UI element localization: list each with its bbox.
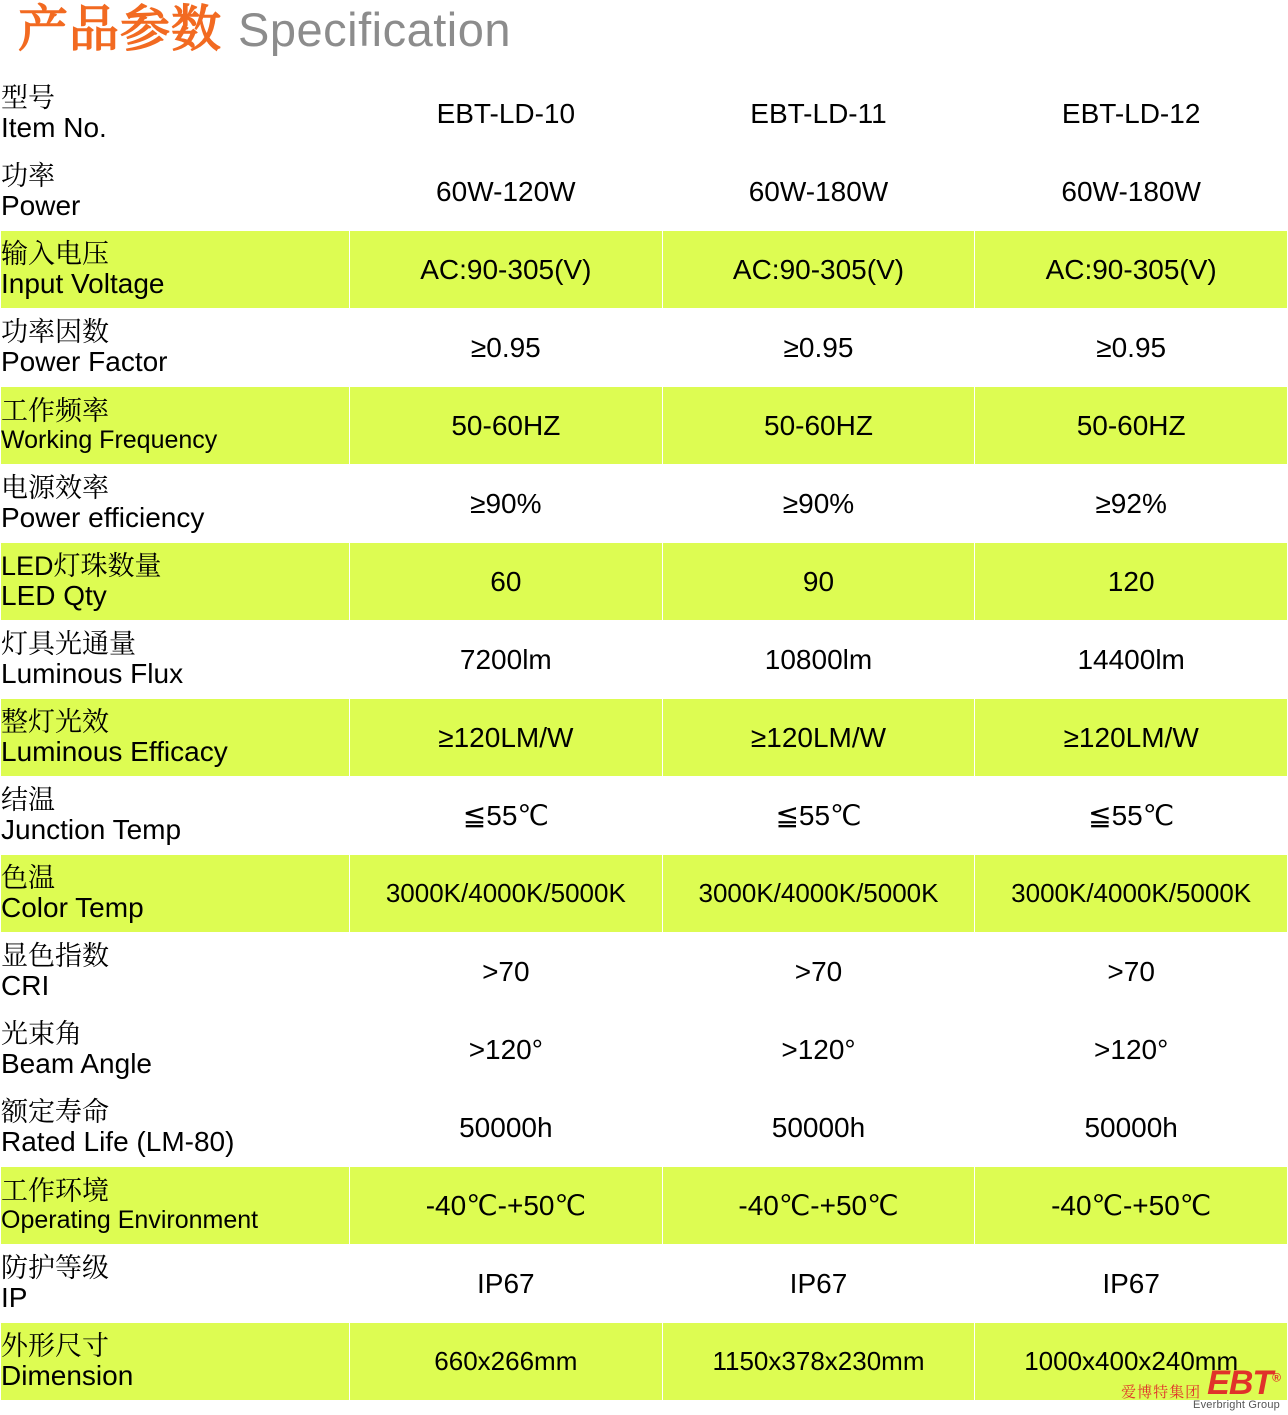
- page-header: [0, 0, 1288, 74]
- row-value: IP67: [350, 1245, 663, 1323]
- table-row: [1, 543, 1288, 621]
- row-label-cn: 输入电压: [1, 238, 109, 269]
- row-label-en: IP: [1, 1281, 28, 1313]
- table-row: [1, 621, 1288, 699]
- row-label: [1, 387, 350, 465]
- row-label-cn: 功率因数: [1, 316, 109, 347]
- row-label-cn: 电源效率: [1, 472, 109, 503]
- table-row: [1, 1011, 1288, 1089]
- row-label-en: Luminous Flux: [1, 657, 184, 689]
- row-label: [1, 1167, 350, 1245]
- row-label-en: Item No.: [1, 111, 107, 143]
- row-label-cn: 功率: [1, 160, 55, 191]
- row-value: AC:90-305(V): [662, 231, 975, 309]
- row-value: 50-60HZ: [975, 387, 1288, 465]
- table-row: [1, 699, 1288, 777]
- table-row: [1, 465, 1288, 543]
- row-label-en: Input Voltage: [1, 267, 165, 299]
- row-label-en: Power: [1, 189, 81, 221]
- row-value: 50000h: [350, 1089, 663, 1167]
- row-value: 660x266mm: [350, 1323, 663, 1401]
- row-label: [1, 777, 350, 855]
- row-value: -40℃-+50℃: [975, 1167, 1288, 1245]
- row-value: 50-60HZ: [350, 387, 663, 465]
- row-label: [1, 75, 350, 153]
- row-value: 3000K/4000K/5000K: [350, 855, 663, 933]
- row-label: [1, 465, 350, 543]
- row-value: AC:90-305(V): [350, 231, 663, 309]
- table-row: [1, 777, 1288, 855]
- row-value: 1000x400x240mm: [975, 1323, 1288, 1401]
- row-value: -40℃-+50℃: [662, 1167, 975, 1245]
- row-label-cn: 防护等级: [1, 1252, 109, 1283]
- row-value: ≥92%: [975, 465, 1288, 543]
- row-value: >120°: [975, 1011, 1288, 1089]
- row-value: ≥0.95: [975, 309, 1288, 387]
- row-value: EBT-LD-10: [350, 75, 663, 153]
- table-row: [1, 309, 1288, 387]
- row-value: 60: [350, 543, 663, 621]
- row-value: EBT-LD-12: [975, 75, 1288, 153]
- row-value: 7200lm: [350, 621, 663, 699]
- table-row: [1, 231, 1288, 309]
- table-row: [1, 153, 1288, 231]
- row-label-cn: 灯具光通量: [1, 628, 136, 659]
- row-value: 50000h: [662, 1089, 975, 1167]
- row-value: IP67: [975, 1245, 1288, 1323]
- table-row: [1, 1245, 1288, 1323]
- row-value: 50000h: [975, 1089, 1288, 1167]
- row-label-cn: 显色指数: [1, 940, 109, 971]
- row-value: >70: [662, 933, 975, 1011]
- row-value: 50-60HZ: [662, 387, 975, 465]
- row-label: [1, 231, 350, 309]
- page-title-cn: 产品参数: [18, 1, 222, 57]
- row-label-cn: 工作频率: [1, 396, 109, 427]
- row-value: 120: [975, 543, 1288, 621]
- row-label-en: Power efficiency: [1, 501, 205, 533]
- row-value: 60W-120W: [350, 153, 663, 231]
- row-label-en: LED Qty: [1, 579, 107, 611]
- row-label: [1, 933, 350, 1011]
- table-row: [1, 1167, 1288, 1245]
- row-label: [1, 1245, 350, 1323]
- row-value: 14400lm: [975, 621, 1288, 699]
- row-label: [1, 1323, 350, 1401]
- row-value: ≥90%: [662, 465, 975, 543]
- table-row: [1, 1323, 1288, 1401]
- row-value: EBT-LD-11: [662, 75, 975, 153]
- row-label: [1, 621, 350, 699]
- row-label-en: Rated Life (LM-80): [1, 1125, 235, 1157]
- table-row: [1, 387, 1288, 465]
- row-label-en: Color Temp: [1, 891, 144, 923]
- row-label-en: Power Factor: [1, 345, 168, 377]
- page-title-en: Specification: [238, 3, 511, 56]
- row-value: ≥0.95: [662, 309, 975, 387]
- row-label: [1, 1089, 350, 1167]
- row-value: -40℃-+50℃: [350, 1167, 663, 1245]
- row-label: [1, 699, 350, 777]
- row-value: ≦55℃: [350, 777, 663, 855]
- row-label-cn: 外形尺寸: [1, 1330, 109, 1361]
- table-row: [1, 933, 1288, 1011]
- table-row: [1, 855, 1288, 933]
- row-value: ≦55℃: [662, 777, 975, 855]
- row-value: ≥0.95: [350, 309, 663, 387]
- specification-table: [0, 74, 1288, 1401]
- row-label-en: CRI: [1, 969, 50, 1001]
- row-label-en: Working Frequency: [1, 425, 218, 454]
- row-value: ≥90%: [350, 465, 663, 543]
- row-value: 60W-180W: [975, 153, 1288, 231]
- row-label-en: Luminous Efficacy: [1, 735, 228, 767]
- row-value: 10800lm: [662, 621, 975, 699]
- logo-subtitle: Everbright Group: [1193, 1399, 1280, 1411]
- row-label: [1, 855, 350, 933]
- row-value: IP67: [662, 1245, 975, 1323]
- row-label-en: Junction Temp: [1, 813, 182, 845]
- row-value: AC:90-305(V): [975, 231, 1288, 309]
- logo-brand-text: EBT®: [1207, 1364, 1280, 1402]
- row-label-en: Dimension: [1, 1359, 134, 1391]
- row-label-cn: 额定寿命: [1, 1096, 109, 1127]
- row-value: 1150x378x230mm: [662, 1323, 975, 1401]
- row-label: [1, 543, 350, 621]
- row-label-cn: 光束角: [1, 1018, 82, 1049]
- logo-cn-text: 爱博特集团: [1121, 1384, 1202, 1401]
- row-value: ≥120LM/W: [662, 699, 975, 777]
- row-value: >120°: [662, 1011, 975, 1089]
- row-label-cn: 结温: [1, 784, 55, 815]
- table-row: [1, 1089, 1288, 1167]
- row-label: [1, 309, 350, 387]
- row-value: ≥120LM/W: [975, 699, 1288, 777]
- row-value: 3000K/4000K/5000K: [662, 855, 975, 933]
- row-label-cn: 型号: [1, 82, 55, 113]
- row-value: >120°: [350, 1011, 663, 1089]
- row-label-en: Operating Environment: [1, 1205, 259, 1234]
- row-label: [1, 153, 350, 231]
- row-value: ≥120LM/W: [350, 699, 663, 777]
- row-value: ≦55℃: [975, 777, 1288, 855]
- row-label-cn: 色温: [1, 862, 55, 893]
- row-label-en: Beam Angle: [1, 1047, 152, 1079]
- table-row: [1, 75, 1288, 153]
- row-value: 90: [662, 543, 975, 621]
- row-value: >70: [350, 933, 663, 1011]
- row-label-cn: 工作环境: [1, 1176, 109, 1207]
- row-value: >70: [975, 933, 1288, 1011]
- row-label-cn: 整灯光效: [1, 706, 109, 737]
- row-label-cn: LED灯珠数量: [1, 550, 162, 581]
- row-value: 60W-180W: [662, 153, 975, 231]
- row-value: 3000K/4000K/5000K: [975, 855, 1288, 933]
- row-label: [1, 1011, 350, 1089]
